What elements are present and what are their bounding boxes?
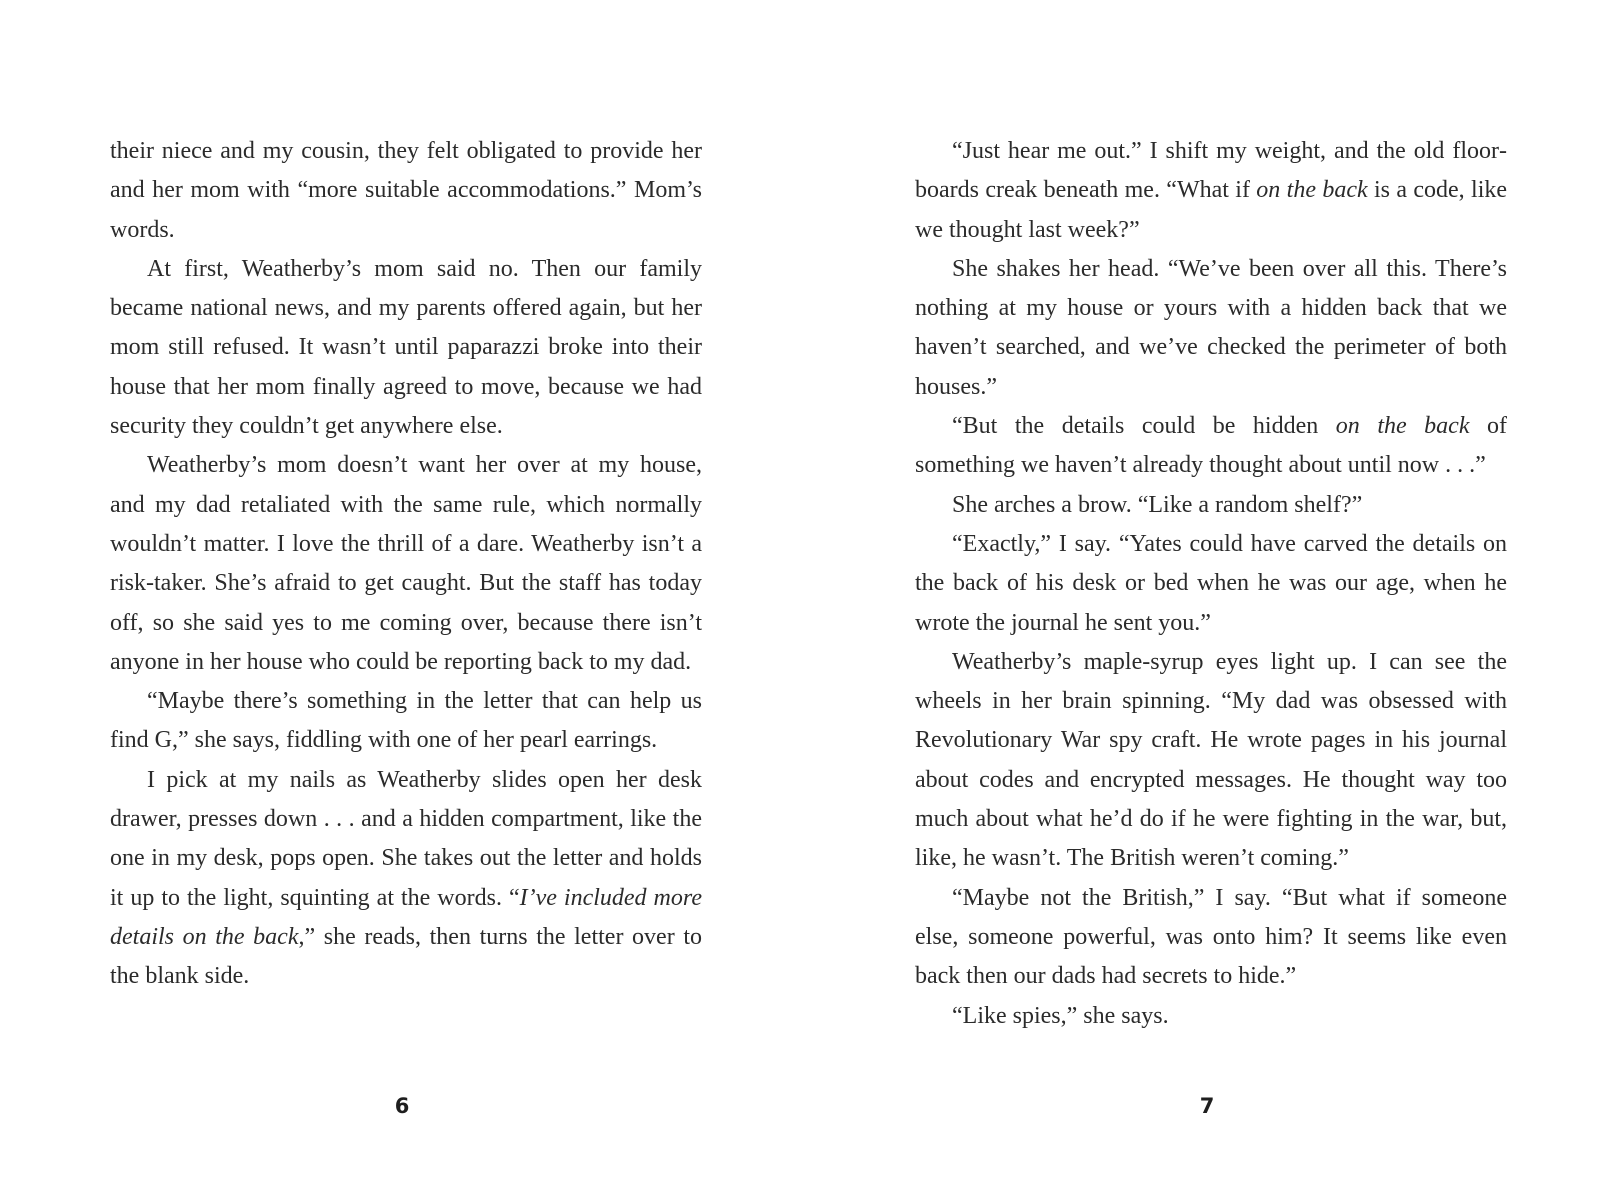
paragraph-text: She arches a brow. “Like a random shelf?” <box>952 491 1363 518</box>
paragraph <box>915 997 1507 1036</box>
paragraph <box>915 879 1507 997</box>
left-page <box>110 132 702 997</box>
paragraph-text: “Just hear me out.” I shift my weight, and the old floorboards creak beneath me. “What if <box>915 138 1507 204</box>
paragraph-text: is a code, like we thought last week?” <box>915 177 1508 243</box>
right-page <box>915 132 1507 1036</box>
paragraph <box>110 250 702 446</box>
paragraph-text: Weatherby’s maple-syrup eyes light up. I can see the wheels in her brain spinning. “My dad was obsessed with Revolutionary War spy craft. He wrote pages in his journal about codes and encrypted messages. He thought way too much about what he’d do if he were fighting in the war, but, like, he wasn’t. The British weren’t coming.” <box>915 648 1507 872</box>
paragraph-text: ,” she reads, then turns the letter over to the blank side. <box>110 923 702 990</box>
italic-text: I’ve included more details on the back <box>110 884 702 950</box>
paragraph <box>110 682 702 761</box>
paragraph <box>915 525 1507 643</box>
paragraph <box>915 643 1507 879</box>
paragraph <box>915 407 1507 486</box>
page-number-right: 7 <box>1199 1094 1215 1118</box>
paragraph-text: She shakes her head. “We’ve been over all this. There’s nothing at my house or yours with a hidden back that we haven’t searched, and we’ve checked the perimeter of both houses.” <box>915 255 1507 400</box>
paragraph <box>110 132 702 250</box>
paragraph-text: Weatherby’s mom doesn’t want her over at my house, and my dad retaliated with the same rule, which normally wouldn’t matter. I love the thrill of a dare. Weatherby isn’t a risk-taker. She’s afraid to get caught. But the staff has today off, so she said yes to me coming over, because there isn’t anyone in her house who could be reporting back to my dad. <box>110 452 702 675</box>
italic-text: on the back <box>1335 413 1470 440</box>
paragraph <box>110 446 702 682</box>
paragraph <box>915 486 1507 525</box>
paragraph-text: of something we haven’t already thought about until now . . .” <box>915 413 1507 479</box>
paragraph-text: their niece and my cousin, they felt obligated to provide her and her mom with “more suitable accommodations.” Mom’s words. <box>110 138 702 243</box>
paragraph-text: “Maybe not the British,” I say. “But what if someone else, someone powerful, was onto him? It seems like even back then our dads had secrets to hide.” <box>915 884 1507 990</box>
right-page-body-text <box>915 132 1507 1036</box>
paragraph-text: I pick at my nails as Weatherby slides open her desk drawer, presses down . . . and a hidden compartment, like the one in my desk, pops open. She takes out the letter and holds it up to the light, squinting at the words. “ <box>110 766 702 911</box>
paragraph <box>110 761 702 997</box>
left-page-body-text <box>110 132 702 997</box>
paragraph-text: At first, Weatherby’s mom said no. Then our family became national news, and my parents offered again, but her mom still refused. It wasn’t until paparazzi broke into their house that her mom finally agreed to move, because we had security they couldn’t get anywhere else. <box>110 255 702 440</box>
paragraph <box>915 250 1507 407</box>
paragraph-text: “But the details could be hidden <box>952 413 1336 440</box>
paragraph-text: “Exactly,” I say. “Yates could have carved the details on the back of his desk or bed when he was our age, when he wrote the journal he sent you.” <box>915 530 1507 636</box>
page-number-left: 6 <box>394 1094 410 1118</box>
paragraph-text: “Like spies,” she says. <box>952 1002 1169 1029</box>
paragraph <box>915 132 1507 250</box>
italic-text: on the back <box>1256 177 1368 204</box>
paragraph-text: “Maybe there’s something in the letter that can help us find G,” she says, fiddling with one of her pearl earrings. <box>110 688 702 754</box>
